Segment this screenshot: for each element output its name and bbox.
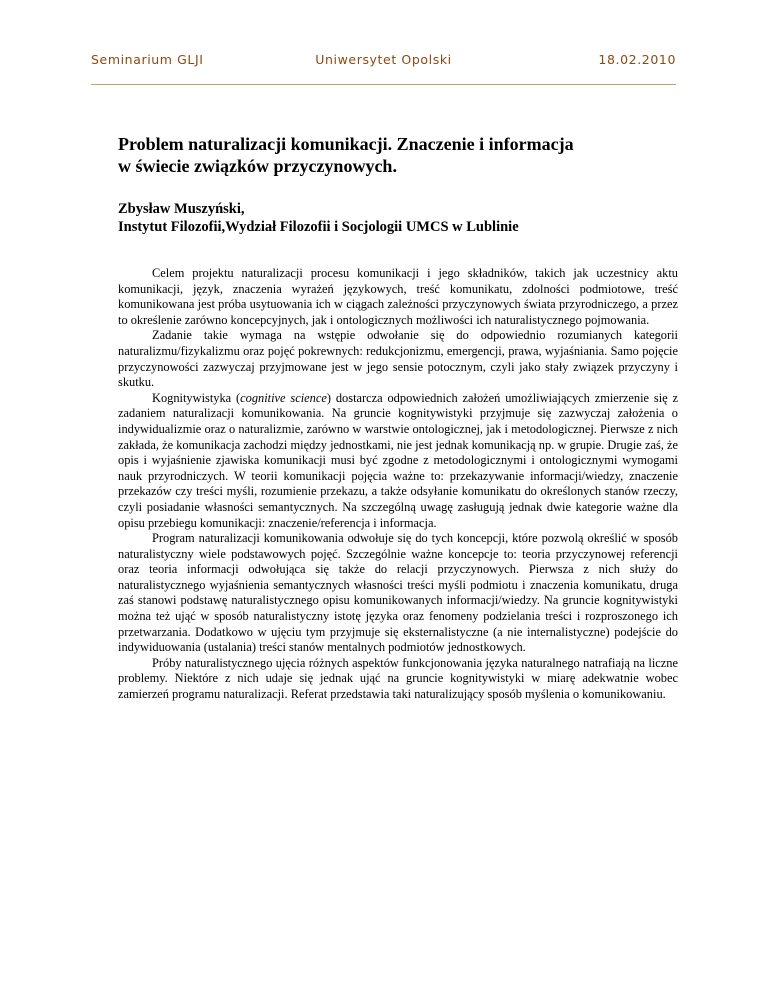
paragraph-4: Program naturalizacji komunikowania odwołuje się do tych koncepcji, które pozwolą określić w sposób naturalistyczny wiele podstawowych pojęć. Szczególnie ważne koncepcje to: teoria przyczynowej referencji oraz teoria informacji odwołująca się także do relacji przyczynowych. Pierwsza z nich służy do naturalistycznego wyjaśnienia semantycznych własności treści myśli podmiotu i znaczenia komunikatu, druga zaś stanowi podstawę naturalistycznego opisu komunikowanych informacji/wiedzy. Na gruncie kognitywistyki można też ująć w sposób naturalistyczny istotę języka oraz fenomeny podzielania treści i rozproszonego ich przetwarzania. Dodatkowo w ujęciu tym przyjmuje się eksternalistyczne (a nie internalistyczne) podejście do indywiduowania (ustalania) treści stanów mentalnych podmiotów jednostkowych. [118, 531, 678, 655]
paragraph-3 [118, 391, 678, 531]
header-seminar: Seminarium GLJI [91, 52, 204, 67]
paragraph-3-italic-term: cognitive science [240, 390, 327, 405]
title-line-1: Problem naturalizacji komunikacji. Znaczenie i informacja [118, 134, 574, 154]
author-name: Zbysław Muszyński, [118, 201, 245, 217]
title-line-2: w świecie związków przyczynowych. [118, 156, 397, 176]
header-divider [91, 84, 676, 85]
abstract-body [118, 266, 678, 703]
paragraph-5: Próby naturalistycznego ujęcia różnych aspektów funkcjonowania języka naturalnego natrafiają na liczne problemy. Niektóre z nich udaje się jednak ująć na gruncie kognitywistyki w miarę adekwatnie wobec zamierzeń programu naturalizacji. Referat przedstawia taki naturalizujący sposób myślenia o komunikowaniu. [118, 655, 678, 702]
paragraph-3-rest: ) dostarcza odpowiednich założeń umożliwiających zmierzenie się z zadaniem naturalizacji komunikowania. Na gruncie kognitywistyki przyjmuje się zazwyczaj założenia o indywidualizmie oraz o naturalizmie, zarówno w warstwie ontologicznej, jak i metodologicznej. Pierwsze z nich zakłada, że komunikacja zachodzi między jednostkami, nie jest jednak komunikacją np. w grupie. Drugie zaś, że opis i wyjaśnienie zjawiska komunikacji musi być zgodne z metodologicznymi i ontologicznymi wymogami nauk przyrodniczych. W teorii komunikacji pojęcia ważne to: przekazywanie informacji/wiedzy, znaczenie przekazów czy treści myśli, rozumienie przekazu, a także odsyłanie komunikatu do określonych stanów rzeczy, czyli posiadanie własności semantycznych. Na szczególną uwagę zasługują jednak dwie kategorie ważne dla opisu przebiegu komunikacji: znaczenie/referencja i informacja. [118, 390, 678, 530]
paragraph-1: Celem projektu naturalizacji procesu komunikacji i jego składników, takich jak uczestnicy aktu komunikacji, język, znaczenia wyrażeń językowych, treść komunikatu, zdolności podmiotowe, treść komunikowana jest próba usytuowania ich w ciągach zależności przyczynowych świata przyrodniczego, a przez to określenie zarówno koncepcyjnych, jak i ontologicznych możliwości ich naturalistycznego pojmowania. [118, 266, 678, 327]
header-university: Uniwersytet Opolski [315, 52, 452, 67]
paper-title [118, 133, 698, 177]
header-date: 18.02.2010 [598, 52, 676, 67]
page-header [91, 52, 676, 72]
paragraph-3-start: Kognitywistyka ( [152, 390, 241, 405]
author-affiliation: Instytut Filozofii,Wydział Filozofii i Socjologii UMCS w Lublinie [118, 219, 519, 235]
paragraph-2: Zadanie takie wymaga na wstępie odwołanie się do odpowiednio rozumianych kategorii naturalizmu/fizykalizmu oraz pojęć pokrewnych: redukcjonizmu, emergencji, prawa, wyjaśniania. Samo pojęcie przyczynowości zazwyczaj przyjmowane jest w jego sensie potocznym, czyli jako stały związek przyczyny i skutku. [118, 328, 678, 390]
author-block [118, 200, 698, 236]
